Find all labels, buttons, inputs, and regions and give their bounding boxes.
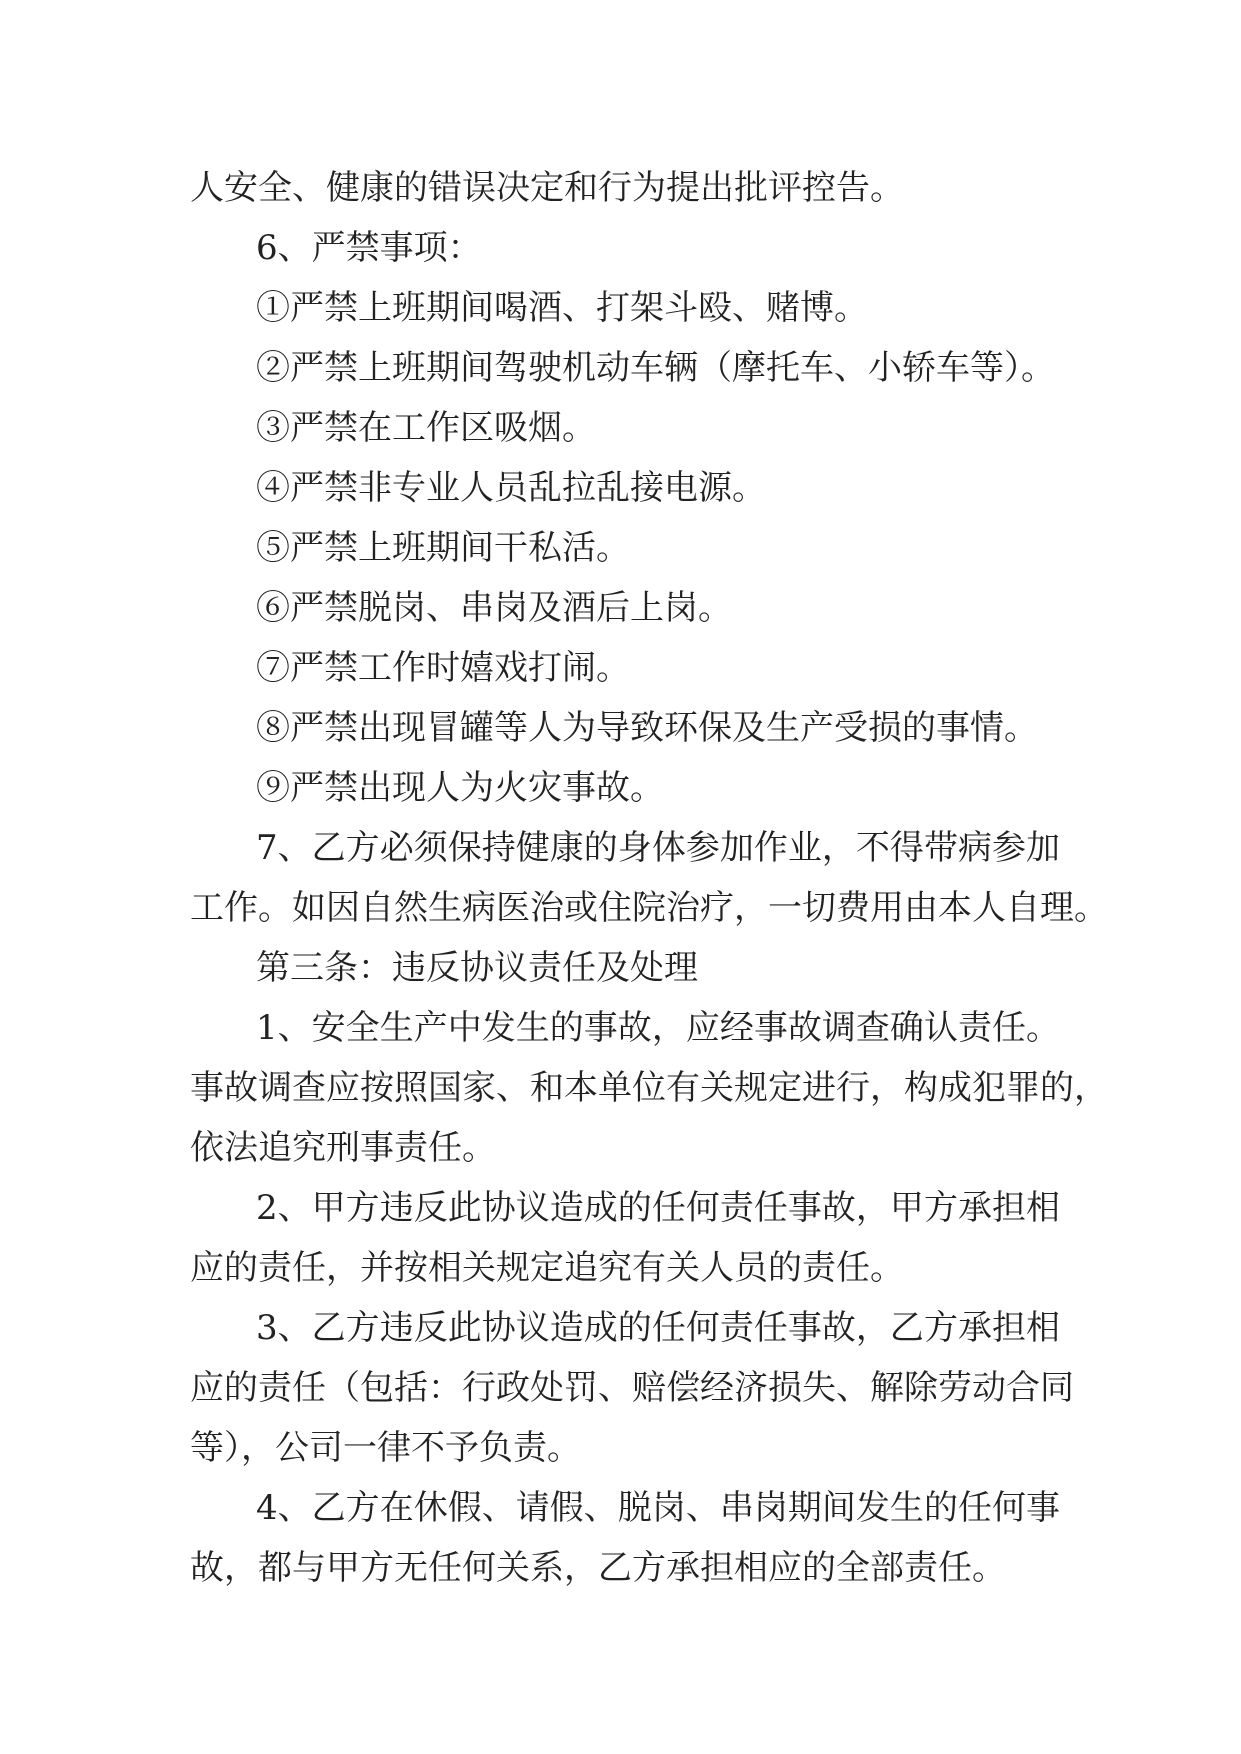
text-line: 应的责任，并按相关规定追究有关人员的责任。	[190, 1248, 904, 1288]
list-item: ⑥严禁脱岗、串岗及酒后上岗。	[256, 588, 732, 628]
list-item: ⑤严禁上班期间干私活。	[256, 528, 630, 568]
text-line: 依法追究刑事责任。	[190, 1128, 496, 1168]
list-item: ⑧严禁出现冒罐等人为导致环保及生产受损的事情。	[256, 708, 1038, 748]
text-line: 应的责任（包括：行政处罚、赔偿经济损失、解除劳动合同	[190, 1368, 1074, 1408]
text-line: 人安全、健康的错误决定和行为提出批评控告。	[190, 168, 904, 208]
document-body	[190, 158, 1108, 1598]
text-line: 2、甲方违反此协议造成的任何责任事故，甲方承担相	[256, 1188, 1060, 1228]
article-heading: 第三条：违反协议责任及处理	[256, 948, 698, 988]
list-item: ①严禁上班期间喝酒、打架斗殴、赌博。	[256, 288, 868, 328]
text-line: 4、乙方在休假、请假、脱岗、串岗期间发生的任何事	[256, 1488, 1060, 1528]
text-line: 事故调查应按照国家、和本单位有关规定进行，构成犯罪的，	[190, 1068, 1108, 1108]
text-line: 等），公司一律不予负责。	[190, 1428, 581, 1468]
text-line: 3、乙方违反此协议造成的任何责任事故，乙方承担相	[256, 1308, 1060, 1348]
text-line: 7、乙方必须保持健康的身体参加作业，不得带病参加	[256, 828, 1060, 868]
text-line: 工作。如因自然生病医治或住院治疗，一切费用由本人自理。	[190, 888, 1108, 928]
text-line: 1、安全生产中发生的事故，应经事故调查确认责任。	[256, 1008, 1060, 1048]
list-item: ⑦严禁工作时嬉戏打闹。	[256, 648, 630, 688]
list-item: ②严禁上班期间驾驶机动车辆（摩托车、小轿车等）。	[256, 348, 1055, 388]
list-item: ③严禁在工作区吸烟。	[256, 408, 596, 448]
list-item: ⑨严禁出现人为火灾事故。	[256, 768, 664, 808]
list-item: ④严禁非专业人员乱拉乱接电源。	[256, 468, 766, 508]
section-heading: 6、严禁事项：	[256, 228, 482, 268]
text-line: 故，都与甲方无任何关系，乙方承担相应的全部责任。	[190, 1548, 1006, 1588]
